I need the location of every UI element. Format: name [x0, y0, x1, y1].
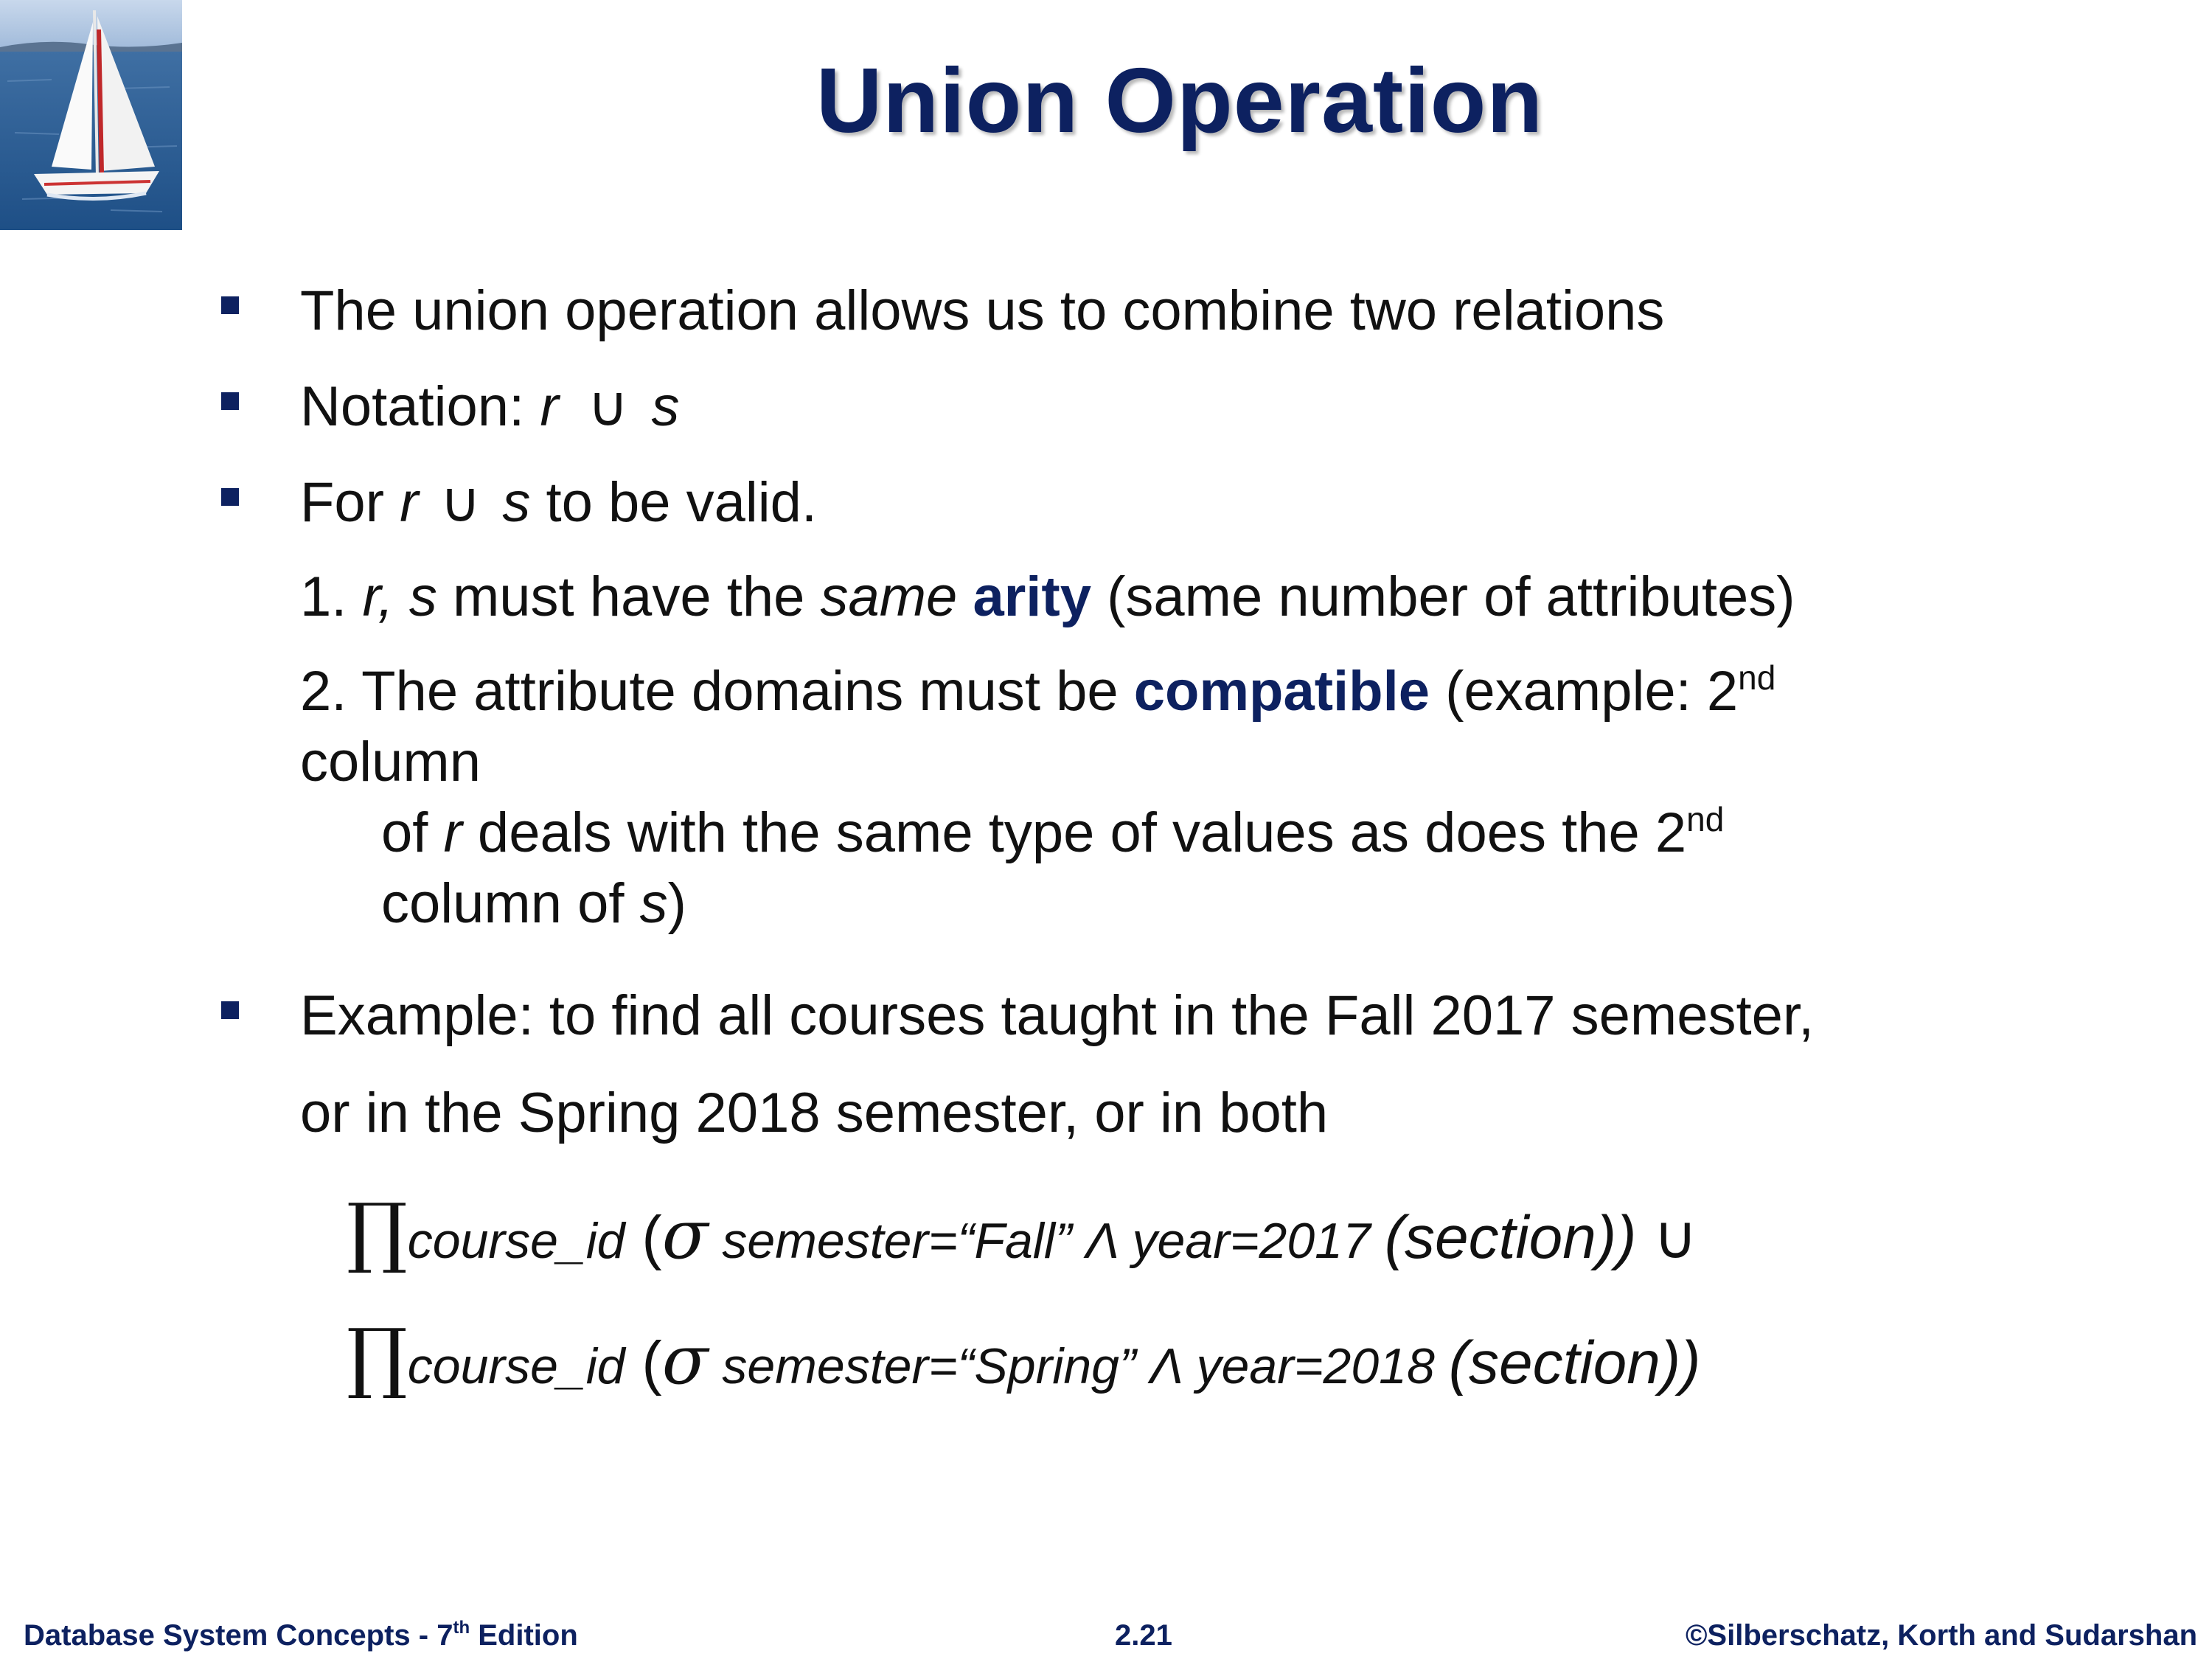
- ordinal-suffix: nd: [1686, 800, 1725, 838]
- compatible-l3b: deals with the same type of values as does the 2: [462, 801, 1687, 864]
- compatible-line-3: [381, 800, 1725, 864]
- open-paren: (: [625, 1329, 662, 1397]
- relation-s: s: [639, 872, 668, 935]
- footer-book-title: [24, 1619, 578, 1652]
- bullet-marker: [221, 488, 239, 506]
- union-symbol: ∪: [587, 375, 629, 438]
- arity-text-2: (same number of attributes): [1091, 566, 1795, 628]
- footer-ordinal: th: [453, 1618, 470, 1638]
- footer-left-b: Edition: [470, 1619, 578, 1652]
- relation-r: r: [443, 801, 462, 864]
- compatible-l4b: ): [667, 872, 686, 935]
- ordinal-suffix: nd: [1738, 658, 1776, 697]
- item-number: 1.: [300, 566, 363, 628]
- relation-section: (section)): [1448, 1329, 1701, 1397]
- bullet-validity: [300, 471, 818, 534]
- compatible-l4a: column of: [381, 872, 640, 935]
- selection-symbol: σ: [661, 1321, 709, 1399]
- relation-r: r: [540, 375, 559, 438]
- compatible-line-2: column: [300, 731, 481, 793]
- space: [957, 566, 973, 628]
- union-symbol: ∪: [1636, 1204, 1698, 1271]
- compatible-line-4: [381, 872, 686, 935]
- compatible-text-1: The attribute domains must be: [361, 660, 1134, 723]
- relation-s: s: [651, 375, 680, 438]
- bullet-union-definition: The union operation allows us to combine two relations: [300, 279, 1665, 342]
- union-symbol: ∪: [439, 471, 481, 534]
- selection-symbol: σ: [661, 1195, 709, 1274]
- validity-prefix: For: [300, 471, 400, 534]
- same-emphasis: same: [820, 566, 958, 628]
- compatible-keyword: compatible: [1133, 660, 1430, 723]
- projection-symbol: ∏: [347, 1186, 408, 1276]
- bullet-marker: [221, 1001, 239, 1019]
- relation-r: r: [400, 471, 419, 534]
- arity-text-1: must have the: [437, 566, 821, 628]
- open-paren: (: [625, 1204, 662, 1271]
- relation-s: s: [502, 471, 531, 534]
- formula-row-2: [347, 1312, 1701, 1402]
- projection-attribute: course_id: [407, 1213, 625, 1269]
- footer-slide-number: 2.21: [1115, 1619, 1172, 1652]
- example-line-2: or in the Spring 2018 semester, or in both: [300, 1082, 1329, 1144]
- selection-condition: semester=“Spring” Λ year=2018: [708, 1338, 1449, 1394]
- condition-arity: [300, 566, 1795, 628]
- compatible-l3a: of: [381, 801, 444, 864]
- relations-rs: r, s: [362, 566, 437, 628]
- bullet-marker: [221, 392, 239, 410]
- notation-label: Notation:: [300, 375, 540, 438]
- arity-keyword: arity: [973, 566, 1091, 628]
- footer-copyright: ©Silberschatz, Korth and Sudarshan: [1685, 1619, 2197, 1652]
- validity-suffix: to be valid.: [546, 471, 818, 534]
- selection-condition: semester=“Fall” Λ year=2017: [708, 1213, 1385, 1269]
- projection-symbol: ∏: [347, 1312, 408, 1402]
- projection-attribute: course_id: [407, 1338, 625, 1394]
- bullet-notation: [300, 375, 680, 438]
- example-line-1: Example: to find all courses taught in the Fall 2017 semester,: [300, 984, 1815, 1047]
- formula-row-1: [347, 1186, 1698, 1276]
- footer-left-a: Database System Concepts - 7: [24, 1619, 453, 1652]
- relation-section: (section)): [1384, 1204, 1637, 1271]
- item-number: 2.: [300, 660, 362, 723]
- bullet-marker: [221, 296, 239, 314]
- slide-title: Union Operation: [815, 50, 1544, 152]
- compatible-text-2: (example: 2: [1429, 660, 1739, 723]
- condition-compatible: [300, 658, 1776, 723]
